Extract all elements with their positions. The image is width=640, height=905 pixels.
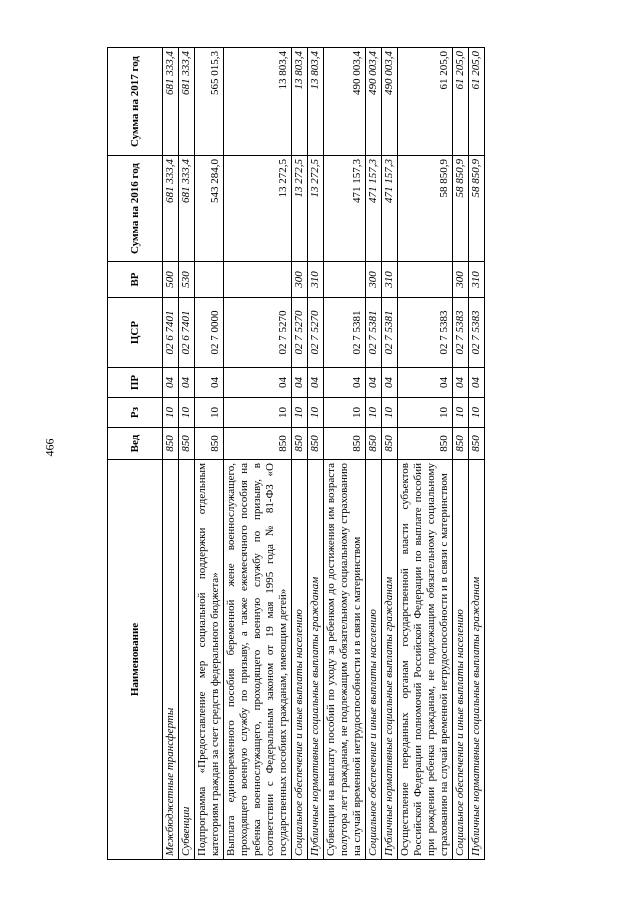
cell-sum-2016: 58 850,9 [469,156,485,262]
cell-vr: 500 [163,262,179,298]
cell-pr: 04 [179,368,195,398]
cell-ved: 850 [398,428,453,460]
cell-rz: 10 [469,398,485,428]
cell-name: Социальное обеспечение и иные выплаты населению [453,460,469,860]
table-row [308,48,324,860]
cell-sum-2017: 61 205,0 [469,48,485,156]
cell-csr: 02 7 5383 [469,298,485,368]
cell-name: Социальное обеспечение и иные выплаты населению [366,460,382,860]
table-row [179,48,195,860]
cell-sum-2016: 471 157,3 [366,156,382,262]
cell-sum-2016: 58 850,9 [398,156,453,262]
cell-csr: 02 7 5270 [224,298,292,368]
cell-name: Межбюджетные трансферты [163,460,179,860]
cell-ved: 850 [224,428,292,460]
header-sum-2016: Сумма на 2016 год [108,156,163,262]
cell-csr: 02 7 0000 [195,298,224,368]
cell-csr: 02 7 5381 [324,298,366,368]
header-csr: ЦСР [108,298,163,368]
cell-ved: 850 [163,428,179,460]
cell-sum-2017: 13 803,4 [308,48,324,156]
cell-name: Публичные нормативные социальные выплаты гражданам [308,460,324,860]
cell-pr: 04 [308,368,324,398]
cell-sum-2017: 565 015,3 [195,48,224,156]
header-pr: ПР [108,368,163,398]
cell-csr: 02 7 5270 [308,298,324,368]
cell-vr: 310 [308,262,324,298]
cell-sum-2016: 13 272,5 [224,156,292,262]
cell-sum-2016: 543 284,0 [195,156,224,262]
cell-rz: 10 [195,398,224,428]
cell-name: Подпрограмма «Предоставление мер социальной поддержки отдельным категориям граждан за счет средств федерального бюджета» [195,460,224,860]
header-vr: ВР [108,262,163,298]
cell-ved: 850 [366,428,382,460]
cell-vr: 310 [382,262,398,298]
cell-sum-2017: 490 003,4 [382,48,398,156]
header-name: Наименование [108,460,163,860]
cell-vr [398,262,453,298]
cell-ved: 850 [308,428,324,460]
cell-csr: 02 6 7401 [163,298,179,368]
page-number: 466 [42,438,57,457]
cell-sum-2016: 58 850,9 [453,156,469,262]
rotated-table-container [107,48,485,860]
cell-vr: 530 [179,262,195,298]
cell-rz: 10 [398,398,453,428]
table-row [292,48,308,860]
table-row [469,48,485,860]
cell-pr: 04 [398,368,453,398]
cell-pr: 04 [469,368,485,398]
cell-rz: 10 [382,398,398,428]
cell-pr: 04 [382,368,398,398]
cell-ved: 850 [195,428,224,460]
header-ved: Вед [108,428,163,460]
cell-pr: 04 [163,368,179,398]
cell-ved: 850 [292,428,308,460]
cell-rz: 10 [308,398,324,428]
cell-vr: 300 [292,262,308,298]
cell-csr: 02 7 5381 [382,298,398,368]
cell-pr: 04 [224,368,292,398]
cell-name: Выплата единовременного пособия беременной жене военнослужащего, проходящего военную службу по призыву, а также ежемесячного пособия на ребенка военнослужащего, проходящего военную службу по призыву, в соответствии с Федеральным законом от 19 мая 1995 года № 81-ФЗ «О государственных пособиях гражданам, имеющим детей» [224,460,292,860]
cell-name: Субвенции [179,460,195,860]
cell-ved: 850 [469,428,485,460]
cell-sum-2017: 490 003,4 [324,48,366,156]
header-rz: Рз [108,398,163,428]
cell-ved: 850 [179,428,195,460]
cell-pr: 04 [366,368,382,398]
cell-sum-2017: 681 333,4 [179,48,195,156]
cell-name: Публичные нормативные социальные выплаты гражданам [469,460,485,860]
cell-rz: 10 [163,398,179,428]
cell-csr: 02 7 5383 [453,298,469,368]
cell-csr: 02 7 5270 [292,298,308,368]
cell-name: Осуществление переданных органам государственной власти субъектов Российской Федерации полномочий Российской Федерации по выплате пособий при рождении ребенка гражданам, не подлежащим обязательному социальному страхованию на случай временной нетрудоспособности и в связи с материнством [398,460,453,860]
table-row [195,48,224,860]
cell-name: Публичные нормативные социальные выплаты гражданам [382,460,398,860]
cell-ved: 850 [453,428,469,460]
cell-csr: 02 7 5381 [366,298,382,368]
cell-rz: 10 [292,398,308,428]
cell-pr: 04 [324,368,366,398]
cell-sum-2016: 681 333,4 [163,156,179,262]
budget-table [107,47,485,860]
cell-sum-2017: 13 803,4 [224,48,292,156]
cell-sum-2016: 13 272,5 [308,156,324,262]
cell-pr: 04 [453,368,469,398]
cell-sum-2017: 61 205,0 [453,48,469,156]
cell-name: Социальное обеспечение и иные выплаты населению [292,460,308,860]
table-row [453,48,469,860]
cell-name: Субвенции на выплату пособий по уходу за ребенком до достижения им возраста полутора лет гражданам, не подлежащим обязательному социальному страхованию на случай временной нетрудоспособности и в связи с материнством [324,460,366,860]
cell-pr: 04 [195,368,224,398]
cell-vr: 300 [453,262,469,298]
cell-sum-2017: 61 205,0 [398,48,453,156]
cell-rz: 10 [224,398,292,428]
cell-sum-2016: 681 333,4 [179,156,195,262]
table-row [382,48,398,860]
cell-csr: 02 6 7401 [179,298,195,368]
table-row [163,48,179,860]
cell-ved: 850 [324,428,366,460]
cell-ved: 850 [382,428,398,460]
cell-csr: 02 7 5383 [398,298,453,368]
header-sum-2017: Сумма на 2017 год [108,48,163,156]
cell-vr: 300 [366,262,382,298]
cell-sum-2017: 490 003,4 [366,48,382,156]
cell-rz: 10 [179,398,195,428]
table-row [366,48,382,860]
cell-vr [195,262,224,298]
table-row [324,48,366,860]
table-row [398,48,453,860]
cell-sum-2017: 13 803,4 [292,48,308,156]
cell-rz: 10 [453,398,469,428]
cell-pr: 04 [292,368,308,398]
cell-sum-2016: 13 272,5 [292,156,308,262]
cell-sum-2016: 471 157,3 [382,156,398,262]
cell-vr: 310 [469,262,485,298]
table-body [163,48,485,860]
cell-sum-2016: 471 157,3 [324,156,366,262]
table-row [224,48,292,860]
cell-rz: 10 [324,398,366,428]
cell-sum-2017: 681 333,4 [163,48,179,156]
cell-rz: 10 [366,398,382,428]
table-header-row [108,48,163,860]
cell-vr [324,262,366,298]
cell-vr [224,262,292,298]
